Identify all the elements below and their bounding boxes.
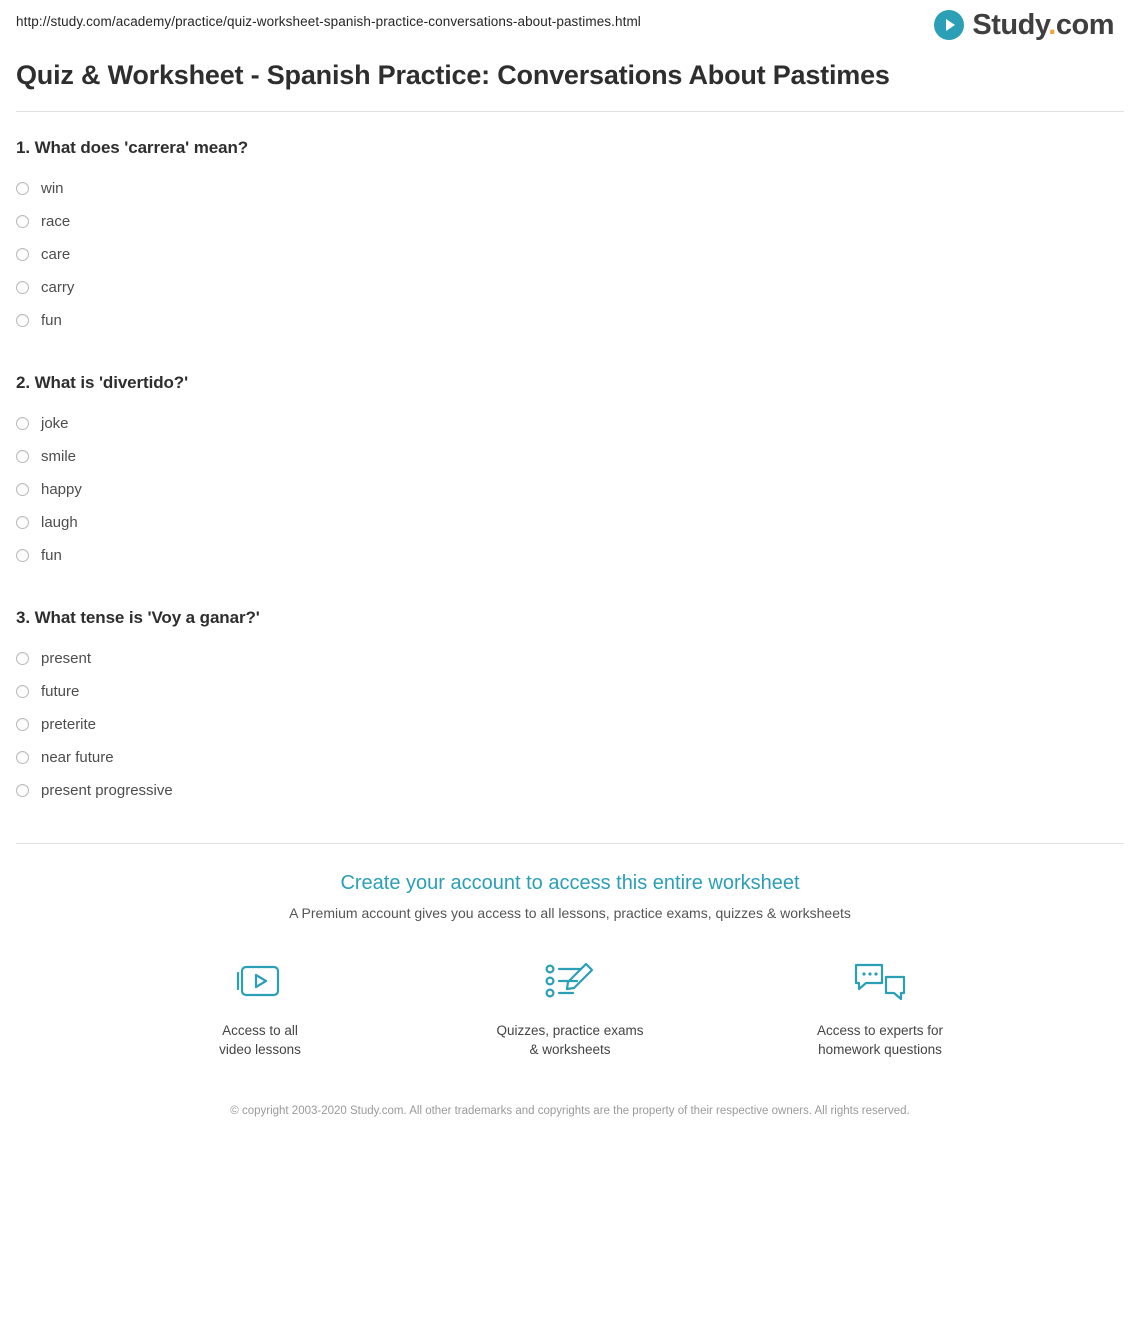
answer-choice-label: near future xyxy=(41,748,114,766)
radio-button-icon[interactable] xyxy=(16,281,29,294)
promo-feature-caption xyxy=(496,1021,643,1060)
copyright-notice: © copyright 2003-2020 Study.com. All other trademarks and copyrights are the property of their respective owners. All rights reserved. xyxy=(230,1104,910,1117)
answer-choice[interactable] xyxy=(16,172,1124,205)
brand-dot: . xyxy=(1048,8,1056,41)
promo-feature-line1: Access to all xyxy=(222,1022,298,1038)
answer-choice-label: care xyxy=(41,245,71,263)
answer-choice[interactable] xyxy=(16,271,1124,304)
answer-choice[interactable] xyxy=(16,473,1124,506)
play-circle-icon xyxy=(934,10,964,40)
answer-choice[interactable] xyxy=(16,440,1124,473)
radio-button-icon[interactable] xyxy=(16,751,29,764)
promo-feature-line2: video lessons xyxy=(219,1042,301,1058)
radio-button-icon[interactable] xyxy=(16,516,29,529)
radio-button-icon[interactable] xyxy=(16,652,29,665)
promo-title[interactable]: Create your account to access this entire worksheet xyxy=(340,871,800,894)
promo-feature xyxy=(480,955,660,1060)
promo-feature-line1: Quizzes, practice exams xyxy=(496,1022,644,1038)
radio-button-icon[interactable] xyxy=(16,483,29,496)
question-block xyxy=(16,373,1124,572)
question-text: 3. What tense is 'Voy a ganar?' xyxy=(16,607,260,627)
answer-choice[interactable] xyxy=(16,675,1124,708)
brand-name: Study xyxy=(972,8,1049,41)
quizzes-worksheets-icon xyxy=(542,955,598,1009)
expert-help-icon xyxy=(852,955,908,1009)
answer-choice[interactable] xyxy=(16,642,1124,675)
page-title: Quiz & Worksheet - Spanish Practice: Conversations About Pastimes xyxy=(16,60,890,90)
answer-choice[interactable] xyxy=(16,506,1124,539)
radio-button-icon[interactable] xyxy=(16,784,29,797)
answer-choice-label: happy xyxy=(41,480,82,498)
answer-choice[interactable] xyxy=(16,741,1124,774)
answer-choice-label: smile xyxy=(41,447,77,465)
answer-choice-label: laugh xyxy=(41,513,78,531)
study-com-logo[interactable] xyxy=(934,10,1124,40)
premium-promo xyxy=(16,844,1124,1060)
promo-feature-line2: & worksheets xyxy=(529,1042,611,1058)
radio-button-icon[interactable] xyxy=(16,450,29,463)
promo-feature-caption xyxy=(219,1021,301,1060)
answer-choice[interactable] xyxy=(16,205,1124,238)
answer-choice-label: carry xyxy=(41,278,75,296)
question-block xyxy=(16,608,1124,807)
brand-tld: com xyxy=(1055,8,1114,41)
answer-choice-label: fun xyxy=(41,546,62,564)
answer-choice[interactable] xyxy=(16,708,1124,741)
answer-choice[interactable] xyxy=(16,407,1124,440)
answer-choice-label: present xyxy=(41,649,92,667)
answer-choice-label: win xyxy=(41,179,64,197)
promo-feature xyxy=(170,955,350,1060)
answer-choice-label: preterite xyxy=(41,715,97,733)
video-lessons-icon xyxy=(234,955,286,1009)
promo-feature-caption xyxy=(817,1021,943,1060)
radio-button-icon[interactable] xyxy=(16,417,29,430)
answer-choice-label: fun xyxy=(41,311,62,329)
answer-choice[interactable] xyxy=(16,304,1124,337)
question-block xyxy=(16,138,1124,337)
radio-button-icon[interactable] xyxy=(16,182,29,195)
radio-button-icon[interactable] xyxy=(16,248,29,261)
question-text: 2. What is 'divertido?' xyxy=(16,372,189,392)
promo-feature-line1: Access to experts for xyxy=(816,1022,944,1038)
promo-feature-line2: homework questions xyxy=(818,1042,942,1058)
title-divider xyxy=(16,111,1124,112)
radio-button-icon[interactable] xyxy=(16,718,29,731)
answer-choice-label: race xyxy=(41,212,71,230)
answer-choice-label: joke xyxy=(41,414,69,432)
answer-choice[interactable] xyxy=(16,539,1124,572)
radio-button-icon[interactable] xyxy=(16,314,29,327)
answer-choice[interactable] xyxy=(16,238,1124,271)
answer-choice-label: future xyxy=(41,682,80,700)
answer-choice-label: present progressive xyxy=(41,781,173,799)
brand-wordmark xyxy=(972,8,1114,41)
answer-choice[interactable] xyxy=(16,774,1124,807)
radio-button-icon[interactable] xyxy=(16,549,29,562)
promo-subtitle: A Premium account gives you access to all lessons, practice exams, quizzes & worksheets xyxy=(289,904,851,921)
page-header xyxy=(16,0,1124,44)
radio-button-icon[interactable] xyxy=(16,215,29,228)
radio-button-icon[interactable] xyxy=(16,685,29,698)
page-url: http://study.com/academy/practice/quiz-worksheet-spanish-practice-conversations-about-pastimes.html xyxy=(16,14,641,29)
promo-features xyxy=(16,955,1124,1060)
promo-feature xyxy=(790,955,970,1060)
question-text: 1. What does 'carrera' mean? xyxy=(16,137,249,157)
